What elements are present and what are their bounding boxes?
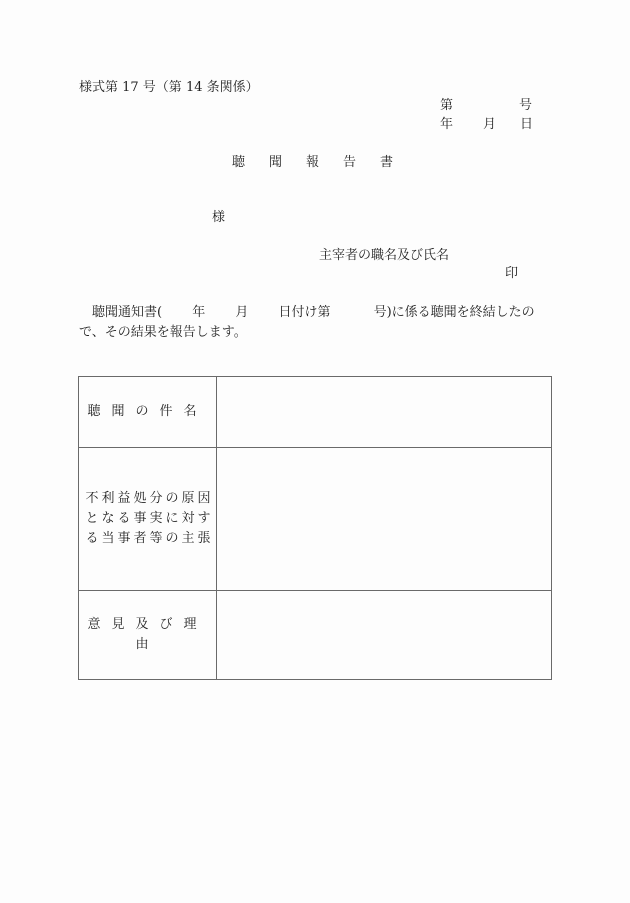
seal-mark: 印 [505, 266, 519, 281]
doc-number-suffix: 号 [518, 98, 532, 113]
addressee: 様 [212, 210, 226, 225]
row-label-opinion: 意見及び理由 [79, 591, 217, 680]
date-year: 年 [440, 117, 454, 132]
row-label-subject: 聴聞の件名 [79, 377, 217, 448]
form-number: 様式第 17 号（第 14 条関係） [79, 80, 259, 95]
row-value-subject[interactable] [217, 377, 552, 448]
sender-label: 主宰者の職名及び氏名 [319, 248, 450, 263]
table-row [79, 377, 552, 448]
date-day: 日 [520, 117, 534, 132]
table-row [79, 591, 552, 680]
table-row [79, 448, 552, 591]
row-label-claims: 不利益処分の原因となる事実に対する当事者等の主張 [79, 448, 217, 591]
date-month: 月 [483, 117, 497, 132]
row-value-claims[interactable] [217, 448, 552, 591]
document-title: 聴聞報告書 [232, 155, 418, 170]
row-value-opinion[interactable] [217, 591, 552, 680]
document-number [440, 98, 532, 114]
doc-number-prefix: 第 [440, 98, 454, 113]
report-table [78, 376, 552, 680]
body-text: 聴聞通知書( 年 月 日付け第 号)に係る聴聞を終結したので、その結果を報告します。 [79, 305, 535, 340]
